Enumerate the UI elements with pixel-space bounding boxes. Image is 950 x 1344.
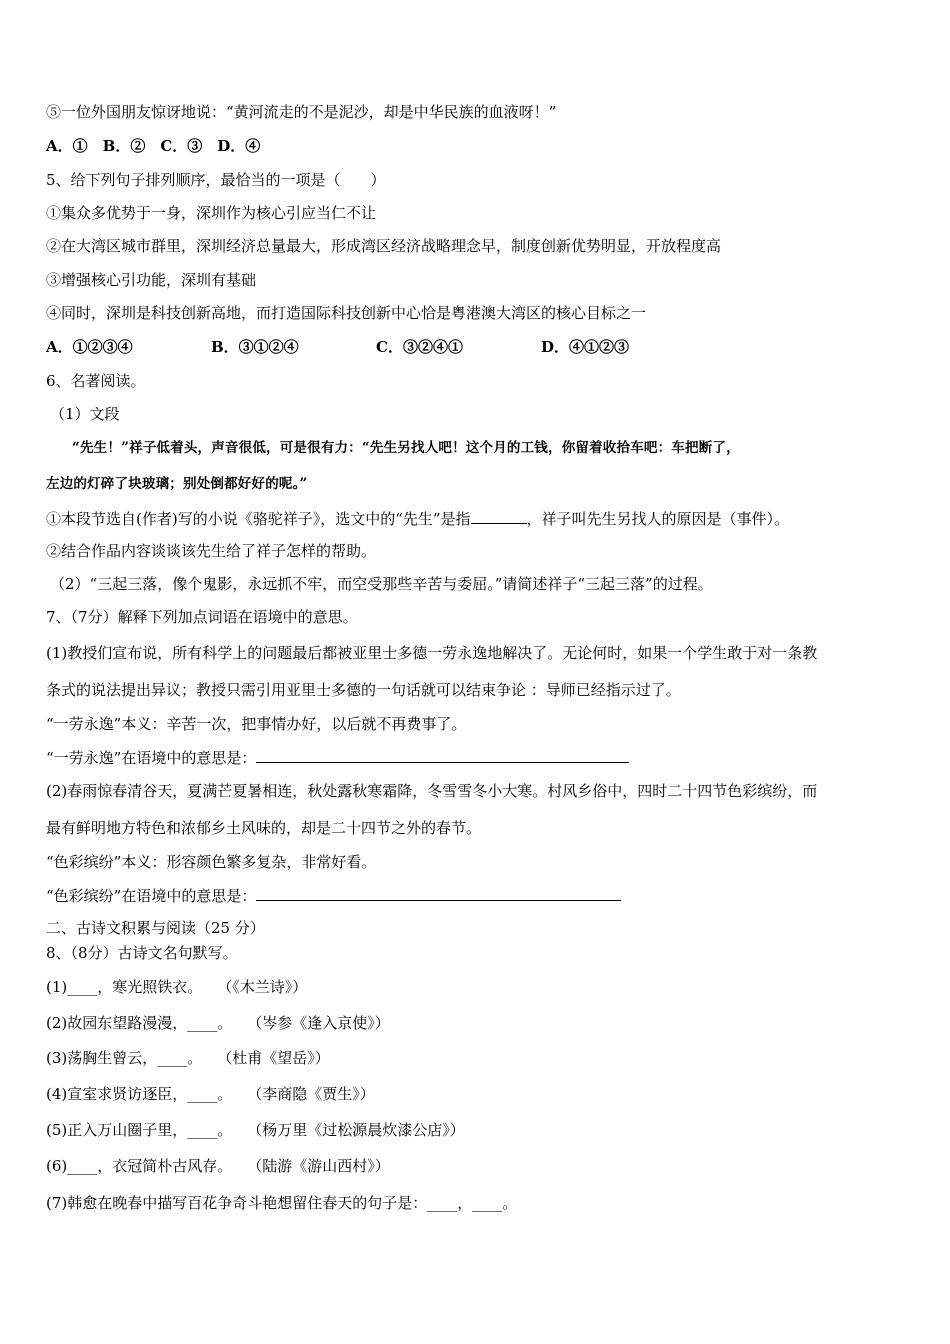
q8-item-3: (3)荡胸生曾云，____。 （杜甫《望岳》） xyxy=(46,1049,330,1067)
q4-item-5: ⑤一位外国朋友惊讶地说：“黄河流走的不是泥沙，却是中华民族的血液呀！” xyxy=(46,103,557,121)
q5-sentence-3: ③增强核心引功能，深圳有基础 xyxy=(46,271,257,289)
q5-options xyxy=(46,337,746,357)
section-2-title: 二、古诗文积累与阅读（25 分） xyxy=(46,919,265,937)
q7-2-text-line-2: 最有鲜明地方特色和浓郁乡土风味的，却是二十四节之外的春节。 xyxy=(46,819,482,837)
q7-1-answer-prompt: “一劳永逸”在语境中的意思是： xyxy=(46,749,257,767)
q8-item-2: (2)故园东望路漫漫，____。 （岑参《逢入京使》） xyxy=(46,1014,390,1032)
q7-1-answer-line xyxy=(46,747,629,768)
q7-2-definition: “色彩缤纷”本义：形容颜色繁多复杂，非常好看。 xyxy=(46,853,377,871)
q5-sentence-1: ①集众多优势于一身，深圳作为核心引应当仁不让 xyxy=(46,204,377,222)
q5-sentence-4: ④同时，深圳是科技创新高地，而打造国际科技创新中心恰是粤港澳大湾区的核心目标之一 xyxy=(46,304,647,322)
q5-option-b: B．③①②④ xyxy=(211,338,299,356)
q6-part-1: （1）文段 xyxy=(50,405,120,423)
q5-option-d: D．④①②③ xyxy=(541,338,630,356)
q5-sentence-2: ②在大湾区城市群里，深圳经济总量最大，形成湾区经济战略理念早，制度创新优势明显，开放程度高 xyxy=(46,237,722,255)
answer-blank[interactable] xyxy=(471,508,527,524)
q7-2-text-line-1: (2)春雨惊春清谷天，夏满芒夏暑相连，秋处露秋寒霜降，冬雪雪冬小大寒。村风乡俗中，四时二十四节色彩缤纷，而 xyxy=(46,782,818,800)
q6-quote-line-1: “先生！”祥子低着头，声音很低，可是很有力：“先生另找人吧！这个月的工钱，你留着收拾车吧：车把断了， xyxy=(72,440,740,456)
q8-item-7: (7)韩愈在晚春中描写百花争奇斗艳想留住春天的句子是：____，____。 xyxy=(46,1194,518,1212)
q5-stem: 5、给下列句子排列顺序，最恰当的一项是（ ） xyxy=(46,171,386,189)
q5-option-c: C．③②④① xyxy=(376,338,463,356)
q6-stem: 6、名著阅读。 xyxy=(46,372,146,390)
q8-item-4: (4)宣室求贤访逐臣，____。 （李商隐《贾生》） xyxy=(46,1085,375,1103)
q7-stem: 7、（7分）解释下列加点词语在语境中的意思。 xyxy=(46,608,358,626)
q6-question-1-text-b: ，祥子叫先生另找人的原因是（事件）。 xyxy=(526,510,790,528)
q6-part-2: （2）“三起三落，像个鬼影，永远抓不牢，而空受那些辛苦与委屈。”请简述祥子“三起三落”的过程。 xyxy=(50,575,713,593)
q8-item-1: (1)____，寒光照铁衣。 （《木兰诗》） xyxy=(46,978,308,996)
q8-item-6: (6)____，衣冠简朴古风存。 （陆游《游山西村》） xyxy=(46,1157,390,1175)
q6-quote-line-2: 左边的灯碎了块玻璃；别处倒都好好的呢。” xyxy=(46,476,308,492)
answer-blank[interactable] xyxy=(256,885,621,901)
q7-2-answer-prompt: “色彩缤纷”在语境中的意思是： xyxy=(46,887,257,905)
q7-1-text-line-2: 条式的说法提出异议；教授只需引用亚里士多德的一句话就可以结束争论 ：导师已经指示过了。 xyxy=(46,681,681,699)
q5-option-a: A．①②③④ xyxy=(46,338,133,356)
q8-item-5: (5)正入万山圈子里，____。 （杨万里《过松源晨炊漆公店》） xyxy=(46,1121,465,1139)
q6-question-2: ②结合作品内容谈谈该先生给了祥子怎样的帮助。 xyxy=(46,542,377,560)
q8-stem: 8、（8分）古诗文名句默写。 xyxy=(46,944,238,962)
q7-2-answer-line xyxy=(46,885,621,906)
answer-blank[interactable] xyxy=(256,747,629,763)
q6-question-1-text-a: ①本段节选自(作者)写的小说《骆驼祥子》，选文中的“先生”是指 xyxy=(46,510,471,528)
q4-options: A．① B．② C．③ D．④ xyxy=(46,137,261,155)
q6-question-1 xyxy=(46,508,789,529)
q7-1-text-line-1: (1)教授们宣布说，所有科学上的问题最后都被亚里士多德一劳永逸地解决了。无论何时，如果一个学生敢于对一条教 xyxy=(46,644,818,662)
q7-1-definition: “一劳永逸”本义：辛苦一次，把事情办好，以后就不再费事了。 xyxy=(46,715,467,733)
